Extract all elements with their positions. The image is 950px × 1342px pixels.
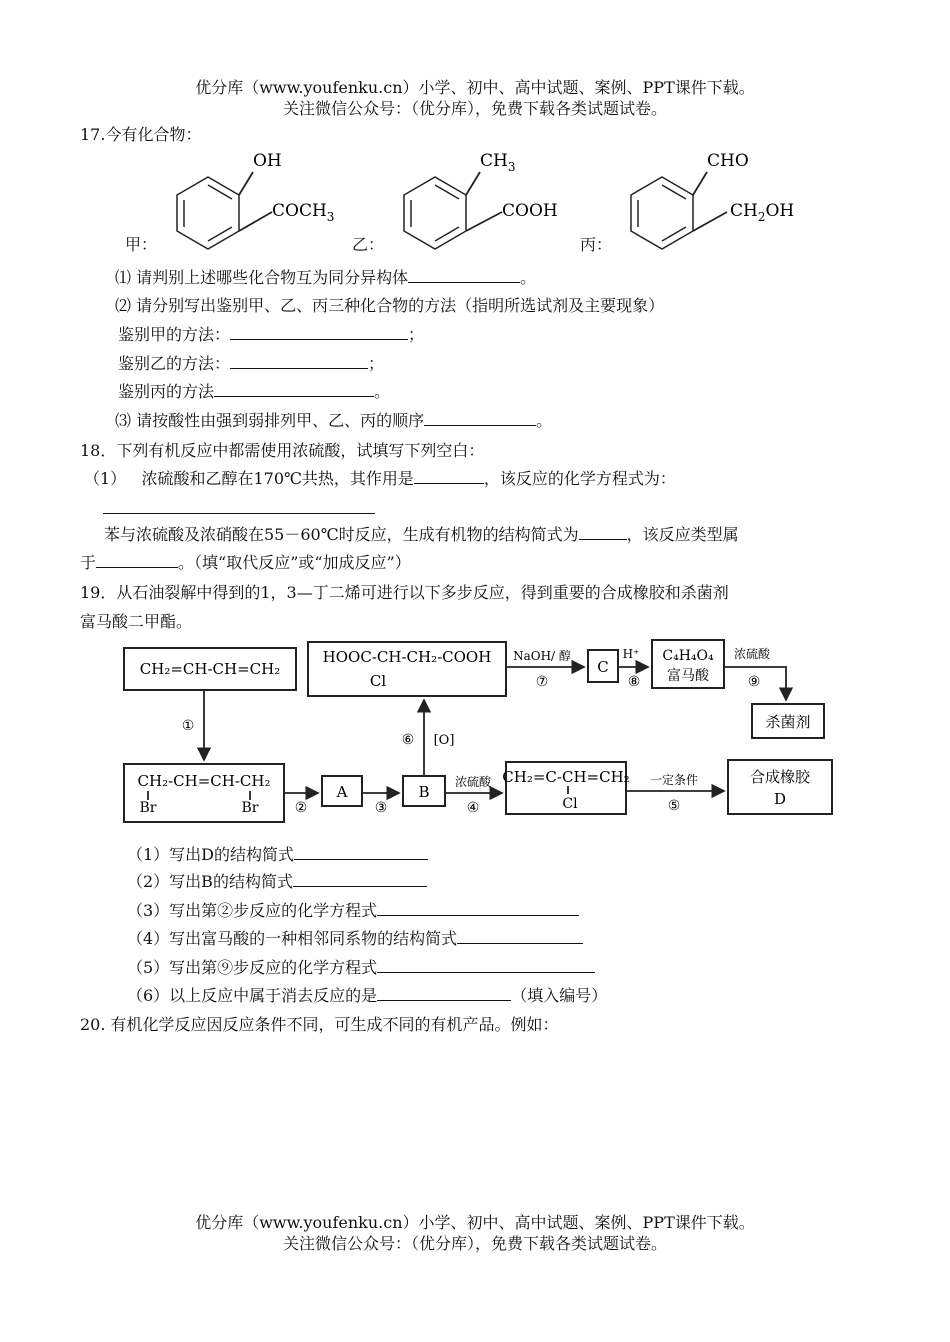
bing-top-group: CHO: [707, 151, 749, 171]
q20-title: 20. 有机化学反应因反应条件不同，可生成不同的有机产品。例如：: [80, 1015, 559, 1034]
c-text: C: [597, 658, 609, 676]
answer-blank[interactable]: [377, 901, 579, 916]
answer-blank[interactable]: [103, 513, 375, 514]
compound-jia: [177, 151, 334, 249]
q18-part2: 苯与浓硫酸及浓硝酸在55－60℃时反应，生成有机物的结构简式为 ，该反应类型属: [104, 525, 739, 544]
butadiene-text: CH₂=CH-CH=CH₂: [139, 660, 281, 678]
label-yi: 乙：: [352, 235, 385, 254]
rubber-d-text: D: [773, 790, 787, 808]
formula-text: C₄H₄O₄: [662, 648, 714, 664]
jia-top-group: OH: [253, 151, 282, 171]
yi-side-group: COOH: [502, 201, 558, 221]
answer-blank[interactable]: [230, 325, 408, 340]
rubber-text: 合成橡胶: [749, 768, 811, 786]
q18-title: 18．下列有机反应中都需使用浓硫酸，试填写下列空白：: [80, 441, 485, 460]
q18-part2-cont: 于 。（填“取代反应”或“加成反应”）: [80, 553, 411, 572]
acid-cl: Cl: [369, 672, 387, 690]
q17-part2: ⑵ 请分别写出鉴别甲、乙、丙三种化合物的方法（指明所选试剂及主要现象）: [115, 296, 665, 315]
answer-blank[interactable]: [293, 872, 427, 887]
acid-text: HOOC-CH-CH₂-COOH: [322, 648, 492, 666]
header-line-2: 关注微信公众号：（优分库），免费下载各类试题试卷。: [282, 99, 667, 118]
step-3: ③: [374, 800, 388, 816]
step-7: ⑦: [535, 674, 549, 690]
fungicide-text: 杀菌剂: [765, 713, 811, 731]
label-conc-acid-1: 浓硫酸: [454, 775, 492, 789]
step-8: ⑧: [627, 674, 641, 690]
label-oxidation: [O]: [433, 733, 455, 748]
br-right: Br: [241, 800, 259, 816]
answer-blank[interactable]: [377, 958, 595, 973]
step-5: ⑤: [667, 798, 681, 814]
a-text: A: [336, 783, 348, 801]
q17-structures: [100, 140, 860, 260]
dibromo-text: CH₂-CH=CH-CH₂: [137, 772, 271, 790]
br-left: Br: [139, 800, 157, 816]
label-h-plus: H⁺: [622, 647, 640, 661]
label-condition: 一定条件: [649, 773, 699, 787]
q19-sub4: （4）写出富马酸的一种相邻同系物的结构简式: [127, 929, 583, 949]
answer-blank[interactable]: [96, 553, 178, 568]
compound-bing: [631, 151, 794, 249]
compound-yi: [404, 151, 558, 249]
q19-flow-diagram: [118, 636, 838, 831]
q19-sub2: （2）写出B的结构简式: [127, 872, 427, 892]
footer-line-1: 优分库（www.youfenku.cn）小学、初中、高中试题、案例、PPT课件下载。: [195, 1213, 755, 1232]
step-6: ⑥: [401, 732, 415, 748]
q17-part1: ⑴ 请判别上述哪些化合物互为同分异构体 。: [115, 268, 537, 287]
header-line-1: 优分库（www.youfenku.cn）小学、初中、高中试题、案例、PPT课件下载。: [195, 78, 755, 97]
q18-part1: （1） 浓硫酸和乙醇在170℃共热，其作用是 ，该反应的化学方程式为：: [84, 469, 676, 488]
chloroprene-cl: Cl: [562, 796, 578, 812]
label-naoh: NaOH/ 醇: [513, 649, 571, 663]
q19-sub5: （5）写出第⑨步反应的化学方程式: [127, 958, 595, 978]
q17-method-jia: 鉴别甲的方法： ；: [118, 325, 425, 344]
step-4: ④: [466, 800, 480, 816]
q17-title: 17.今有化合物：: [80, 125, 202, 144]
answer-blank[interactable]: [457, 929, 583, 944]
q19-sub1: （1）写出D的结构简式: [127, 845, 428, 865]
footer-line-2: 关注微信公众号：（优分库），免费下载各类试题试卷。: [282, 1234, 667, 1253]
step-1: ①: [181, 718, 195, 734]
answer-blank[interactable]: [377, 986, 511, 1001]
step-9: ⑨: [747, 674, 761, 690]
fumaric-text: 富马酸: [667, 668, 709, 684]
answer-blank[interactable]: [414, 469, 484, 484]
jia-side-group: $COCH_3$: [272, 201, 335, 224]
q17-part3: ⑶ 请按酸性由强到弱排列甲、乙、丙的顺序 。: [115, 411, 553, 430]
b-text: B: [418, 783, 430, 801]
label-jia: 甲：: [125, 235, 158, 254]
answer-blank[interactable]: [579, 525, 627, 540]
q19-sub3: （3）写出第②步反应的化学方程式: [127, 901, 579, 921]
q17-method-yi: 鉴别乙的方法： ；: [118, 354, 385, 373]
label-conc-acid-2: 浓硫酸: [733, 647, 771, 661]
answer-blank[interactable]: [230, 354, 368, 369]
answer-blank[interactable]: [294, 845, 428, 860]
step-2: ②: [294, 800, 308, 816]
chloroprene-text: CH₂=C-CH=CH₂: [502, 768, 630, 786]
bing-side-group: $CH_2OH$: [730, 201, 795, 224]
q19-sub6: （6）以上反应中属于消去反应的是 （填入编号）: [127, 986, 608, 1005]
answer-blank[interactable]: [424, 411, 536, 426]
q19-line1: 19．从石油裂解中得到的1，3—丁二烯可进行以下多步反应，得到重要的合成橡胶和杀菌剂: [80, 583, 729, 602]
q17-method-bing: 鉴别丙的方法 。: [118, 382, 391, 401]
answer-blank[interactable]: [214, 382, 374, 397]
q19-line2: 富马酸二甲酯。: [80, 612, 193, 631]
answer-blank[interactable]: [408, 268, 520, 283]
yi-top-group: $CH_3$: [480, 151, 516, 174]
label-bing: 丙：: [580, 235, 613, 254]
